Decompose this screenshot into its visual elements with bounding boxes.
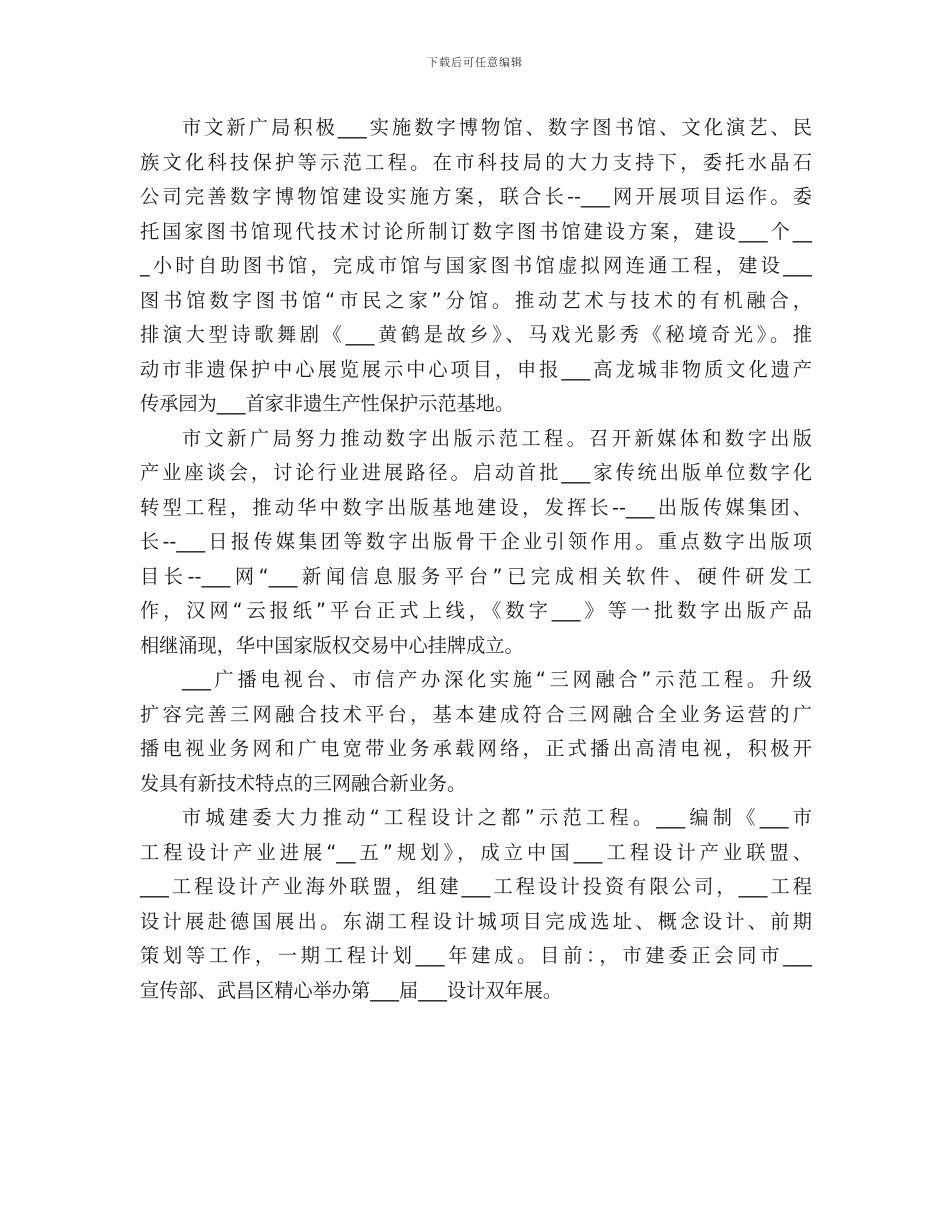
text-line: 动市非遗保护中心展览展示中心项目，申报___高龙城非物质文化遗产 [140, 357, 812, 381]
text-line: 宣传部、武昌区精心举办第___届___设计双年展。 [140, 978, 563, 1002]
paragraph-digital-publishing [140, 422, 812, 664]
text-line: 目长--___网“___新闻信息服务平台”已完成相关软件、硬件研发工 [140, 564, 812, 588]
text-line: 设计展赴德国展出。东湖工程设计城项目完成选址、概念设计、前期 [140, 909, 812, 933]
text-line: 市城建委大力推动“工程设计之都”示范工程。___编制《___市 [182, 806, 812, 829]
text-line: ___工程设计产业海外联盟，组建___工程设计投资有限公司，___工程 [140, 875, 812, 898]
paragraph-digital-museum [140, 111, 812, 422]
text-line: 传承园为___首家非遗生产性保护示范基地。 [140, 392, 515, 415]
text-line: 市文新广局积极___实施数字博物馆、数字图书馆、文化演艺、民 [182, 116, 812, 139]
text-line: 产业座谈会，讨论行业进展路径。启动首批___家传统出版单位数字化 [140, 461, 812, 484]
text-line: 图书馆数字图书馆“市民之家”分馆。推动艺术与技术的有机融合， [140, 288, 812, 312]
text-line: 工程设计产业进展“__五”规划》，成立中国___工程设计产业联盟、 [140, 840, 812, 864]
text-line: 发具有新技术特点的三网融合新业务。 [140, 771, 467, 795]
text-line: 族文化科技保护等示范工程。在市科技局的大力支持下，委托水晶石 [140, 150, 812, 174]
text-line: 长--___日报传媒集团等数字出版骨干企业引领作用。重点数字出版项 [140, 530, 812, 553]
text-line: ___广播电视台、市信产办深化实施“三网融合”示范工程。升级 [182, 668, 812, 691]
text-line: 策划等工作，一期工程计划___年建成。目前：，市建委正会同市___ [140, 944, 812, 967]
paragraph-engineering-design [140, 801, 812, 1008]
text-line: 排演大型诗歌舞剧《___黄鹤是故乡》、马戏光影秀《秘境奇光》。推 [140, 323, 812, 346]
paragraph-three-network [140, 663, 812, 801]
page-header: 下载后可任意编辑 [427, 56, 523, 69]
document-body [140, 111, 812, 1008]
text-line: 市文新广局努力推动数字出版示范工程。召开新媒体和数字出版 [182, 426, 812, 450]
text-line: _小时自助图书馆，完成市馆与国家图书馆虚拟网连通工程，建设___ [140, 254, 812, 277]
text-line: 作，汉网“云报纸”平台正式上线，《数字___》等一批数字出版产品 [140, 599, 812, 622]
text-line: 托国家图书馆现代技术讨论所制订数字图书馆建设方案，建设___个__ [140, 219, 812, 243]
text-line: 公司完善数字博物馆建设实施方案，联合长--___网开展项目运作。委 [140, 185, 812, 208]
text-line: 相继涌现，华中国家版权交易中心挂牌成立。 [140, 633, 524, 657]
text-line: 扩容完善三网融合技术平台，基本建成符合三网融合全业务运营的广 [140, 702, 812, 726]
text-line: 播电视业务网和广电宽带业务承载网络，正式播出高清电视，积极开 [140, 737, 812, 760]
text-line: 转型工程，推动华中数字出版基地建设，发挥长--___出版传媒集团、 [140, 495, 812, 519]
